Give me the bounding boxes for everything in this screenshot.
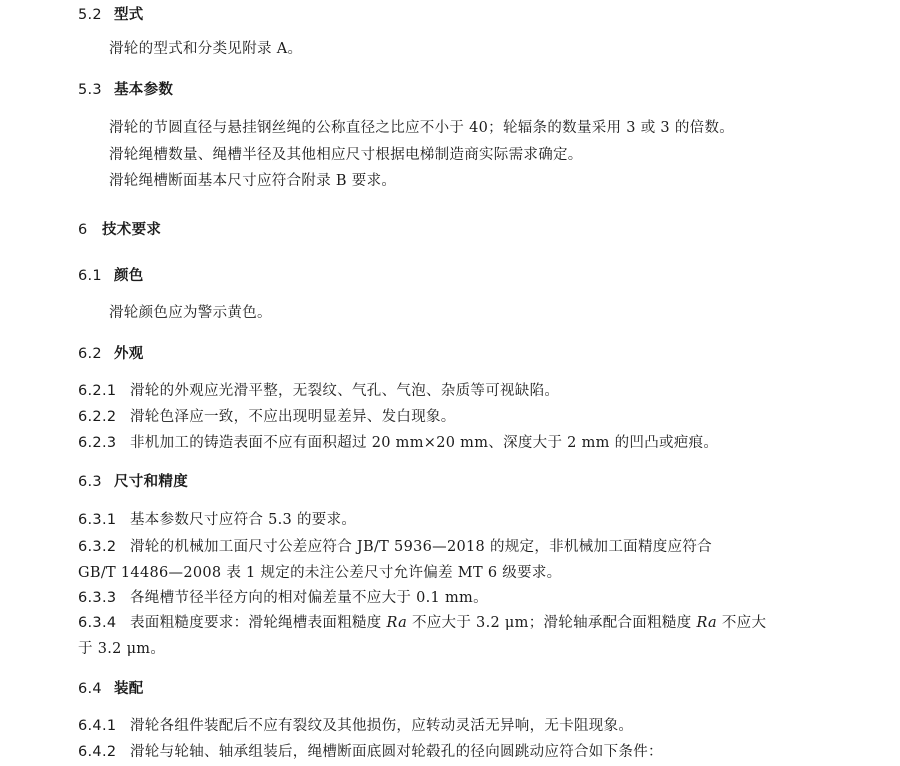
- clause-6-3-3: 6.3.3 各绳槽节径半径方向的相对偏差量不应大于 0.1 mm。: [78, 590, 488, 606]
- section-heading-6-1: 6.1 颜色: [78, 268, 144, 284]
- clause-6-3-1: 6.3.1 基本参数尺寸应符合 5.3 的要求。: [78, 512, 357, 528]
- paragraph: 滑轮绳槽断面基本尺寸应符合附录 B 要求。: [109, 173, 397, 189]
- clause-6-4-2: 6.4.2 滑轮与轮轴、轴承组装后，绳槽断面底圆对轮毂孔的径向圆跳动应符合如下条件：: [78, 744, 663, 760]
- paragraph: 滑轮绳槽数量、绳槽半径及其他相应尺寸根据电梯制造商实际需求确定。: [109, 147, 583, 163]
- clause-6-4-1: 6.4.1 滑轮各组件装配后不应有裂纹及其他损伤，应转动灵活无异响，无卡阻现象。: [78, 718, 634, 734]
- clause-6-2-1: 6.2.1 滑轮的外观应光滑平整，无裂纹、气孔、气泡、杂质等可视缺陷。: [78, 383, 560, 399]
- section-heading-6-2: 6.2 外观: [78, 346, 144, 362]
- paragraph: 滑轮颜色应为警示黄色。: [109, 305, 272, 321]
- ra-symbol: Ra: [696, 615, 717, 631]
- clause-6-3-4: 6.3.4 表面粗糙度要求：滑轮绳槽表面粗糙度 Ra 不应大于 3.2 μm；滑轮轴承配合面粗糙度 Ra 不应大: [78, 615, 767, 631]
- clause-6-2-2: 6.2.2 滑轮色泽应一致，不应出现明显差异、发白现象。: [78, 409, 456, 425]
- section-heading-6-3: 6.3 尺寸和精度: [78, 474, 188, 490]
- section-heading-5-2: 5.2 型式: [78, 7, 144, 23]
- ra-symbol: Ra: [386, 615, 408, 631]
- section-heading-5-3: 5.3 基本参数: [78, 82, 174, 98]
- paragraph: 滑轮的型式和分类见附录 A。: [109, 41, 303, 57]
- chapter-heading-6: 6 技术要求: [78, 222, 162, 238]
- paragraph: 滑轮的节圆直径与悬挂钢丝绳的公称直径之比应不小于 40；轮辐条的数量采用 3 或 3 的倍数。: [109, 120, 735, 136]
- clause-6-3-4-continuation: 于 3.2 μm。: [78, 641, 166, 657]
- clause-6-3-2: 6.3.2 滑轮的机械加工面尺寸公差应符合 JB/T 5936—2018 的规定，非机械加工面精度应符合: [78, 539, 712, 555]
- clause-6-2-3: 6.2.3 非机加工的铸造表面不应有面积超过 20 mm×20 mm、深度大于 2 mm 的凹凸或疤痕。: [78, 435, 719, 451]
- section-heading-6-4: 6.4 装配: [78, 681, 144, 697]
- clause-6-3-2-continuation: GB/T 14486—2008 表 1 规定的未注公差尺寸允许偏差 MT 6 级要求。: [78, 565, 562, 581]
